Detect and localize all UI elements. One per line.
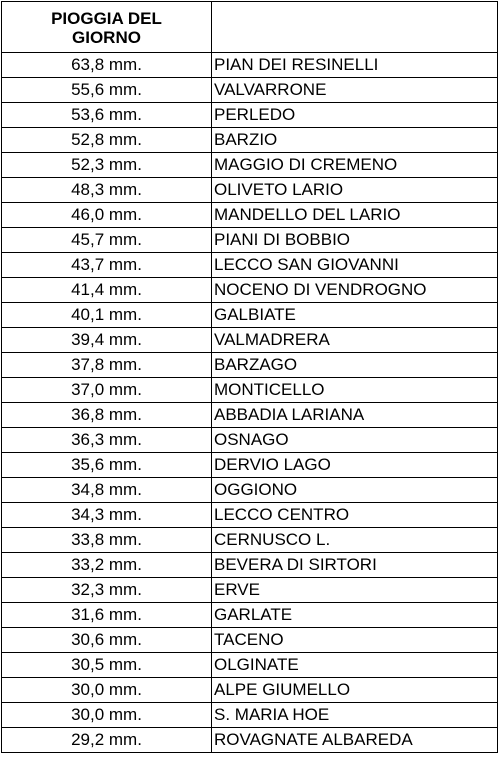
location-name: MAGGIO DI CREMENO	[212, 153, 498, 178]
rainfall-value: 48,3 mm.	[2, 178, 212, 203]
table-row	[2, 103, 498, 128]
table-row	[2, 278, 498, 303]
table-row	[2, 303, 498, 328]
rainfall-value: 30,5 mm.	[2, 653, 212, 678]
table-row	[2, 353, 498, 378]
location-name: OLGINATE	[212, 653, 498, 678]
table-row	[2, 553, 498, 578]
location-name: LECCO CENTRO	[212, 503, 498, 528]
location-name: PIANI DI BOBBIO	[212, 228, 498, 253]
table-row	[2, 703, 498, 728]
rainfall-value: 45,7 mm.	[2, 228, 212, 253]
location-name: NOCENO DI VENDROGNO	[212, 278, 498, 303]
location-name: BARZAGO	[212, 353, 498, 378]
rainfall-value: 53,6 mm.	[2, 103, 212, 128]
location-name: ROVAGNATE ALBAREDA	[212, 728, 498, 753]
rainfall-value: 33,8 mm.	[2, 528, 212, 553]
table-row	[2, 153, 498, 178]
location-name: PERLEDO	[212, 103, 498, 128]
rainfall-value: 31,6 mm.	[2, 603, 212, 628]
table-row	[2, 628, 498, 653]
table-row	[2, 253, 498, 278]
rainfall-value: 46,0 mm.	[2, 203, 212, 228]
table-row	[2, 503, 498, 528]
table-row	[2, 603, 498, 628]
table-row	[2, 128, 498, 153]
location-name: VALMADRERA	[212, 328, 498, 353]
rainfall-value: 40,1 mm.	[2, 303, 212, 328]
location-name: OLIVETO LARIO	[212, 178, 498, 203]
location-name: GARLATE	[212, 603, 498, 628]
rainfall-value: 55,6 mm.	[2, 78, 212, 103]
rainfall-value: 41,4 mm.	[2, 278, 212, 303]
table-row	[2, 78, 498, 103]
location-name: OGGIONO	[212, 478, 498, 503]
location-column-header	[212, 2, 498, 53]
location-name: LECCO SAN GIOVANNI	[212, 253, 498, 278]
rainfall-value: 32,3 mm.	[2, 578, 212, 603]
rainfall-value: 37,8 mm.	[2, 353, 212, 378]
location-name: OSNAGO	[212, 428, 498, 453]
location-name: DERVIO LAGO	[212, 453, 498, 478]
table-row	[2, 653, 498, 678]
rainfall-value: 30,6 mm.	[2, 628, 212, 653]
location-name: MANDELLO DEL LARIO	[212, 203, 498, 228]
table-row	[2, 178, 498, 203]
table-row	[2, 228, 498, 253]
table-row	[2, 378, 498, 403]
rainfall-value: 30,0 mm.	[2, 703, 212, 728]
location-name: VALVARRONE	[212, 78, 498, 103]
table-row	[2, 453, 498, 478]
rainfall-value: 34,3 mm.	[2, 503, 212, 528]
rainfall-value: 63,8 mm.	[2, 53, 212, 78]
rainfall-value: 52,3 mm.	[2, 153, 212, 178]
rainfall-value: 43,7 mm.	[2, 253, 212, 278]
location-name: PIAN DEI RESINELLI	[212, 53, 498, 78]
location-name: TACENO	[212, 628, 498, 653]
location-name: ABBADIA LARIANA	[212, 403, 498, 428]
table-header-row	[2, 2, 498, 53]
table-row	[2, 578, 498, 603]
rainfall-value: 30,0 mm.	[2, 678, 212, 703]
table-row	[2, 328, 498, 353]
table-row	[2, 528, 498, 553]
table-row	[2, 428, 498, 453]
rainfall-value: 29,2 mm.	[2, 728, 212, 753]
location-name: BEVERA DI SIRTORI	[212, 553, 498, 578]
rainfall-value: 36,3 mm.	[2, 428, 212, 453]
rainfall-value: 52,8 mm.	[2, 128, 212, 153]
table-row	[2, 678, 498, 703]
rainfall-value: 35,6 mm.	[2, 453, 212, 478]
location-name: S. MARIA HOE	[212, 703, 498, 728]
location-name: MONTICELLO	[212, 378, 498, 403]
rainfall-value: 39,4 mm.	[2, 328, 212, 353]
table-row	[2, 203, 498, 228]
rainfall-value: 33,2 mm.	[2, 553, 212, 578]
table-body	[2, 53, 498, 753]
location-name: CERNUSCO L.	[212, 528, 498, 553]
rainfall-value: 37,0 mm.	[2, 378, 212, 403]
rainfall-value: 34,8 mm.	[2, 478, 212, 503]
rain-column-header	[2, 2, 212, 53]
rainfall-value: 36,8 mm.	[2, 403, 212, 428]
location-name: ALPE GIUMELLO	[212, 678, 498, 703]
rainfall-table	[1, 1, 498, 753]
table-row	[2, 728, 498, 753]
table-row	[2, 403, 498, 428]
location-name: BARZIO	[212, 128, 498, 153]
location-name: GALBIATE	[212, 303, 498, 328]
rain-column-header-label: PIOGGIA DEL GIORNO	[51, 9, 162, 47]
table-row	[2, 478, 498, 503]
table-row	[2, 53, 498, 78]
location-name: ERVE	[212, 578, 498, 603]
